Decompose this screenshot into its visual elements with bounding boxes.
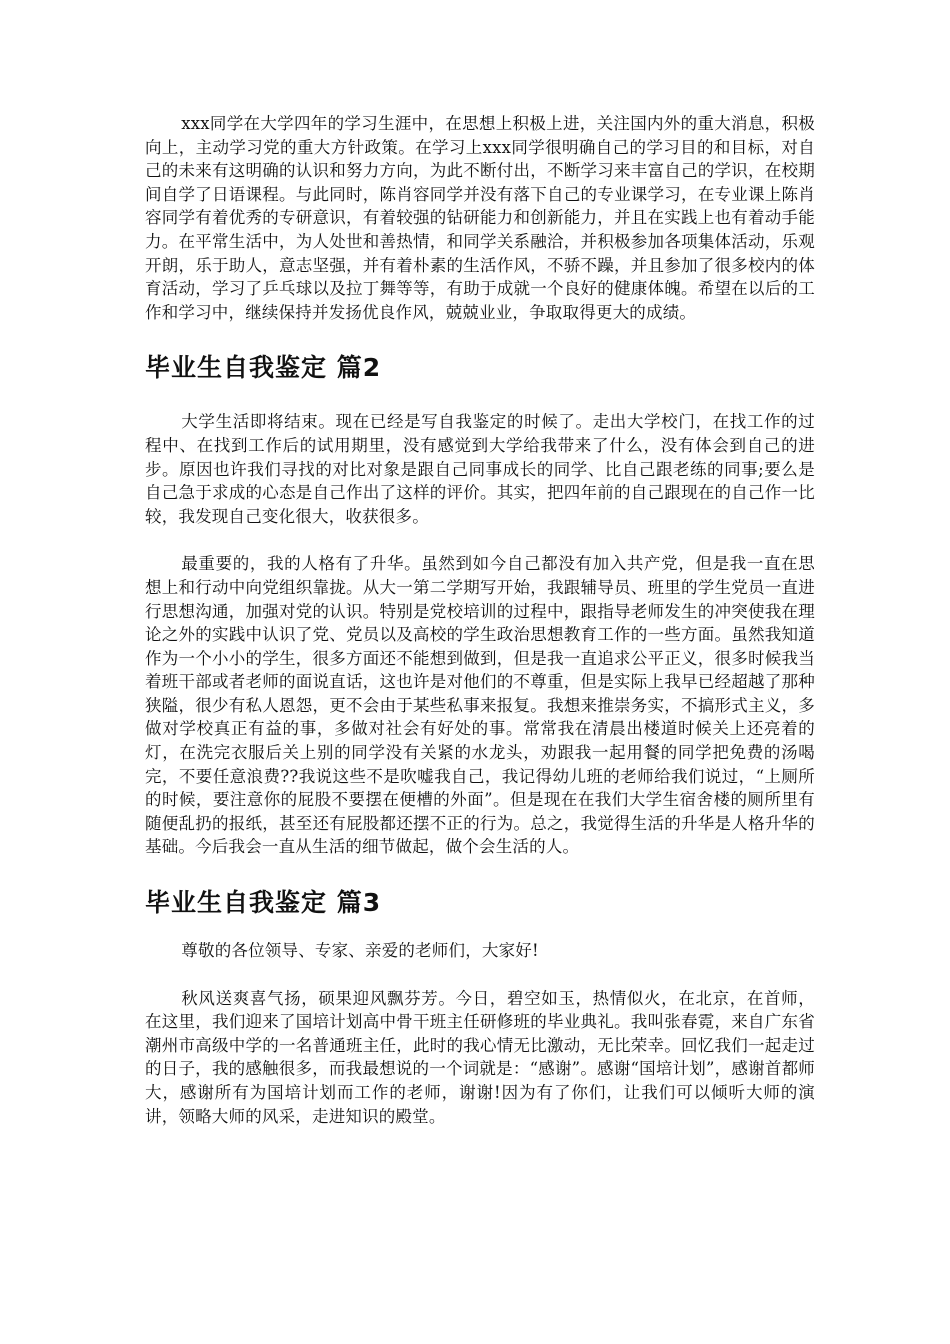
- document-page: [145, 112, 815, 1128]
- section-3-title: 毕业生自我鉴定 篇3: [145, 888, 382, 918]
- section-2-paragraph-2: 最重要的，我的人格有了升华。虽然到如今自己都没有加入共产党，但是我一直在思想上和行动中向党组织靠拢。从大一第二学期写开始，我跟辅导员、班里的学生党员一直进行思想沟通，加强对党的认识。特别是党校培训的过程中，跟指导老师发生的冲突使我在理论之外的实践中认识了党、党员以及高校的学生政治思想教育工作的一些方面。虽然我知道作为一个小小的学生，很多方面还不能想到做到，但是我一直追求公平正义，很多时候我当着班干部或者老师的面说直话，这也许是对他们的不尊重，但是实际上我早已经超越了那种狭隘，很少有私人恩怨，更不会由于某些私事来报复。我想来推崇务实，不搞形式主义，多做对学校真正有益的事，多做对社会有好处的事。常常我在清晨出楼道时候关上还亮着的灯，在洗完衣服后关上别的同学没有关紧的水龙头，劝跟我一起用餐的同学把免费的汤喝完，不要任意浪费??我说这些不是吹嘘我自己，我记得幼儿班的老师给我们说过，“上厕所的时候，要注意你的屁股不要摆在便槽的外面”。但是现在在我们大学生宿舍楼的厕所里有随便乱扔的报纸，甚至还有屁股都还摆不正的行为。总之，我觉得生活的升华是人格升华的基础。今后我会一直从生活的细节做起，做个会生活的人。: [145, 554, 815, 857]
- section-3-paragraph-2: 秋风送爽喜气扬，硕果迎风飘芬芳。今日，碧空如玉，热情似火，在北京，在首师，在这里，我们迎来了国培计划高中骨干班主任研修班的毕业典礼。我叫张春霓，来自广东省潮州市高级中学的一名普通班主任，此时的我心情无比激动，无比荣幸。回忆我们一起走过的日子，我的感触很多，而我最想说的一个词就是：“感谢”。感谢“国培计划”，感谢首都师大，感谢所有为国培计划而工作的老师，谢谢!因为有了你们，让我们可以倾听大师的演讲，领略大师的风采，走进知识的殿堂。: [145, 988, 815, 1126]
- section-2-paragraph-1: 大学生活即将结束。现在已经是写自我鉴定的时候了。走出大学校门，在找工作的过程中、在找到工作后的试用期里，没有感觉到大学给我带来了什么，没有体会到自己的进步。原因也许我们寻找的对比对象是跟自己同事成长的同学、比自己跟老练的同事;要么是自己急于求成的心态是自己作出了这样的评价。其实，把四年前的自己跟现在的自己作一比较，我发现自己变化很大，收获很多。: [145, 412, 815, 526]
- intro-paragraph: xxx同学在大学四年的学习生涯中，在思想上积极上进，关注国内外的重大消息，积极向上，主动学习党的重大方针政策。在学习上xxx同学很明确自己的学习目的和目标，对自己的未来有这明确的认识和努力方向，为此不断付出，不断学习来丰富自己的学识，在校期间自学了日语课程。与此同时，陈肖容同学并没有落下自己的专业课学习，在专业课上陈肖容同学有着优秀的专研意识，有着较强的钻研能力和创新能力，并且在实践上也有着动手能力。在平常生活中，为人处世和善热情，和同学关系融洽，并积极参加各项集体活动，乐观开朗，乐于助人，意志坚强，并有着朴素的生活作风，不骄不躁，并且参加了很多校内的体育活动，学习了乒乓球以及拉丁舞等等，有助于成就一个良好的健康体魄。希望在以后的工作和学习中，继续保持并发扬优良作风，兢兢业业，争取取得更大的成绩。: [145, 114, 815, 322]
- section-2-title: 毕业生自我鉴定 篇2: [145, 353, 382, 383]
- section-3-paragraph-1: 尊敬的各位领导、专家、亲爱的老师们，大家好!: [181, 941, 539, 961]
